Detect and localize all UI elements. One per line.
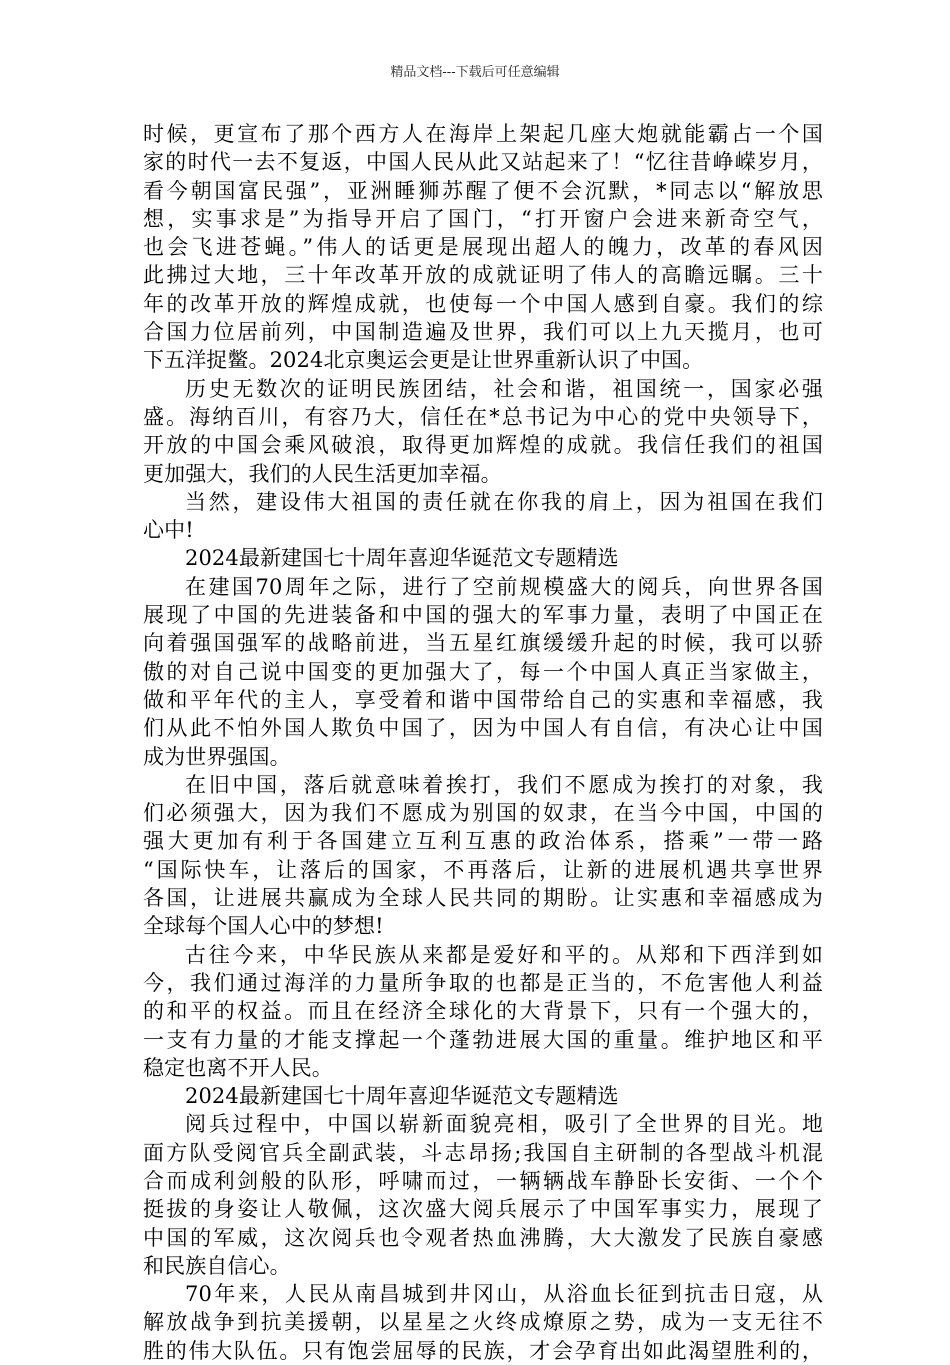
document-body — [143, 120, 823, 1365]
text-line: 和民族自信心。 — [143, 1253, 291, 1278]
text-line: 展现了中国的先进装备和中国的强大的军事力量，表明了中国正在 — [143, 603, 823, 628]
text-line: 的和平的权益。而且在经济全球化的大背景下，只有一个强大的， — [143, 999, 823, 1024]
text-line: 也会飞进苍蝇。”伟人的话更是展现出超人的魄力，改革的春风因 — [143, 235, 823, 260]
text-line: 盛。海纳百川，有容乃大，信任在*总书记为中心的党中央领导下， — [143, 404, 823, 429]
page-header: 精品文档---下载后可任意编辑 — [390, 65, 560, 80]
text-line: 想，实事求是”为指导开启了国门，“打开窗户会进来新奇空气， — [143, 206, 823, 231]
text-line: 合国力位居前列，中国制造遍及世界，我们可以上九天揽月，也可 — [143, 320, 823, 345]
text-line: 合而成利剑般的队形，呼啸而过，一辆辆战车静卧长安街、一个个 — [143, 1168, 823, 1193]
text-line: 们必须强大，因为我们不愿成为别国的奴隶，在当今中国，中国的 — [143, 801, 823, 826]
text-line: 稳定也离不开人民。 — [143, 1055, 333, 1080]
text-line: 2024最新建国七十周年喜迎华诞范文专题精选 — [185, 1084, 619, 1109]
text-line: 解放战争到抗美援朝，以星星之火终成燎原之势，成为一支无往不 — [143, 1310, 823, 1335]
text-line: 看今朝国富民强”，亚洲睡狮苏醒了便不会沉默，*同志以“解放思 — [143, 178, 823, 203]
text-line: 心中! — [143, 518, 194, 543]
text-line: 开放的中国会乘风破浪，取得更加辉煌的成就。我信任我们的祖国 — [143, 433, 823, 458]
text-line: 今，我们通过海洋的力量所争取的也都是正当的，不危害他人利益 — [143, 970, 823, 995]
text-line: 2024最新建国七十周年喜迎华诞范文专题精选 — [185, 546, 619, 571]
text-line: 70年来，人民从南昌城到井冈山，从浴血长征到抗击日寇，从 — [185, 1282, 823, 1307]
text-line: 下五洋捉鳖。2024北京奥运会更是让世界重新认识了中国。 — [143, 348, 704, 373]
text-line: 成为世界强国。 — [143, 744, 291, 769]
text-line: “国际快车，让落后的国家，不再落后，让新的进展机遇共享世界 — [143, 857, 823, 882]
text-line: 阅兵过程中，中国以崭新面貌亮相，吸引了全世界的目光。地 — [185, 1112, 823, 1137]
text-line: 更加强大，我们的人民生活更加幸福。 — [143, 461, 502, 486]
text-line: 历史无数次的证明民族团结，社会和谐，祖国统一，国家必强 — [185, 376, 823, 401]
text-line: 在旧中国，落后就意味着挨打，我们不愿成为挨打的对象，我 — [185, 772, 823, 797]
text-line: 此拂过大地，三十年改革开放的成就证明了伟人的高瞻远瞩。三十 — [143, 263, 823, 288]
text-line: 挺拔的身姿让人敬佩，这次盛大阅兵展示了中国军事实力，展现了 — [143, 1197, 823, 1222]
text-line: 们从此不怕外国人欺负中国了，因为中国人有自信，有决心让中国 — [143, 716, 823, 741]
text-line: 古往今来，中华民族从来都是爱好和平的。从郑和下西洋到如 — [185, 942, 823, 967]
text-line: 全球每个国人心中的梦想! — [143, 914, 384, 939]
text-line: 各国，让进展共赢成为全球人民共同的期盼。让实惠和幸福感成为 — [143, 886, 823, 911]
text-line: 强大更加有利于各国建立互利互惠的政治体系，搭乘”一带一路 — [143, 829, 823, 854]
text-line: 向着强国强军的战略前进，当五星红旗缓缓升起的时候，我可以骄 — [143, 631, 823, 656]
text-line: 一支有力量的才能支撑起一个蓬勃进展大国的重量。维护地区和平 — [143, 1027, 823, 1052]
text-line: 年的改革开放的辉煌成就，也使每一个中国人感到自豪。我们的综 — [143, 291, 823, 316]
text-line: 做和平年代的主人，享受着和谐中国带给自己的实惠和幸福感，我 — [143, 687, 823, 712]
text-line: 当然，建设伟大祖国的责任就在你我的肩上，因为祖国在我们 — [185, 489, 823, 514]
text-line: 在建国70周年之际，进行了空前规模盛大的阅兵，向世界各国 — [185, 574, 823, 599]
text-line: 胜的伟大队伍。只有饱尝屈辱的民族，才会孕育出如此渴望胜利的， — [143, 1338, 823, 1363]
text-line: 时候，更宣布了那个西方人在海岸上架起几座大炮就能霸占一个国 — [143, 122, 823, 146]
text-line: 中国的军威，这次阅兵也令观者热血沸腾，大大激发了民族自豪感 — [143, 1225, 823, 1250]
text-line: 面方队受阅官兵全副武装，斗志昂扬;我国自主研制的各型战斗机混 — [143, 1140, 823, 1165]
text-line: 傲的对自己说中国变的更加强大了，每一个中国人真正当家做主， — [143, 659, 823, 684]
text-line: 家的时代一去不复返，中国人民从此又站起来了！“忆往昔峥嵘岁月， — [143, 150, 823, 175]
